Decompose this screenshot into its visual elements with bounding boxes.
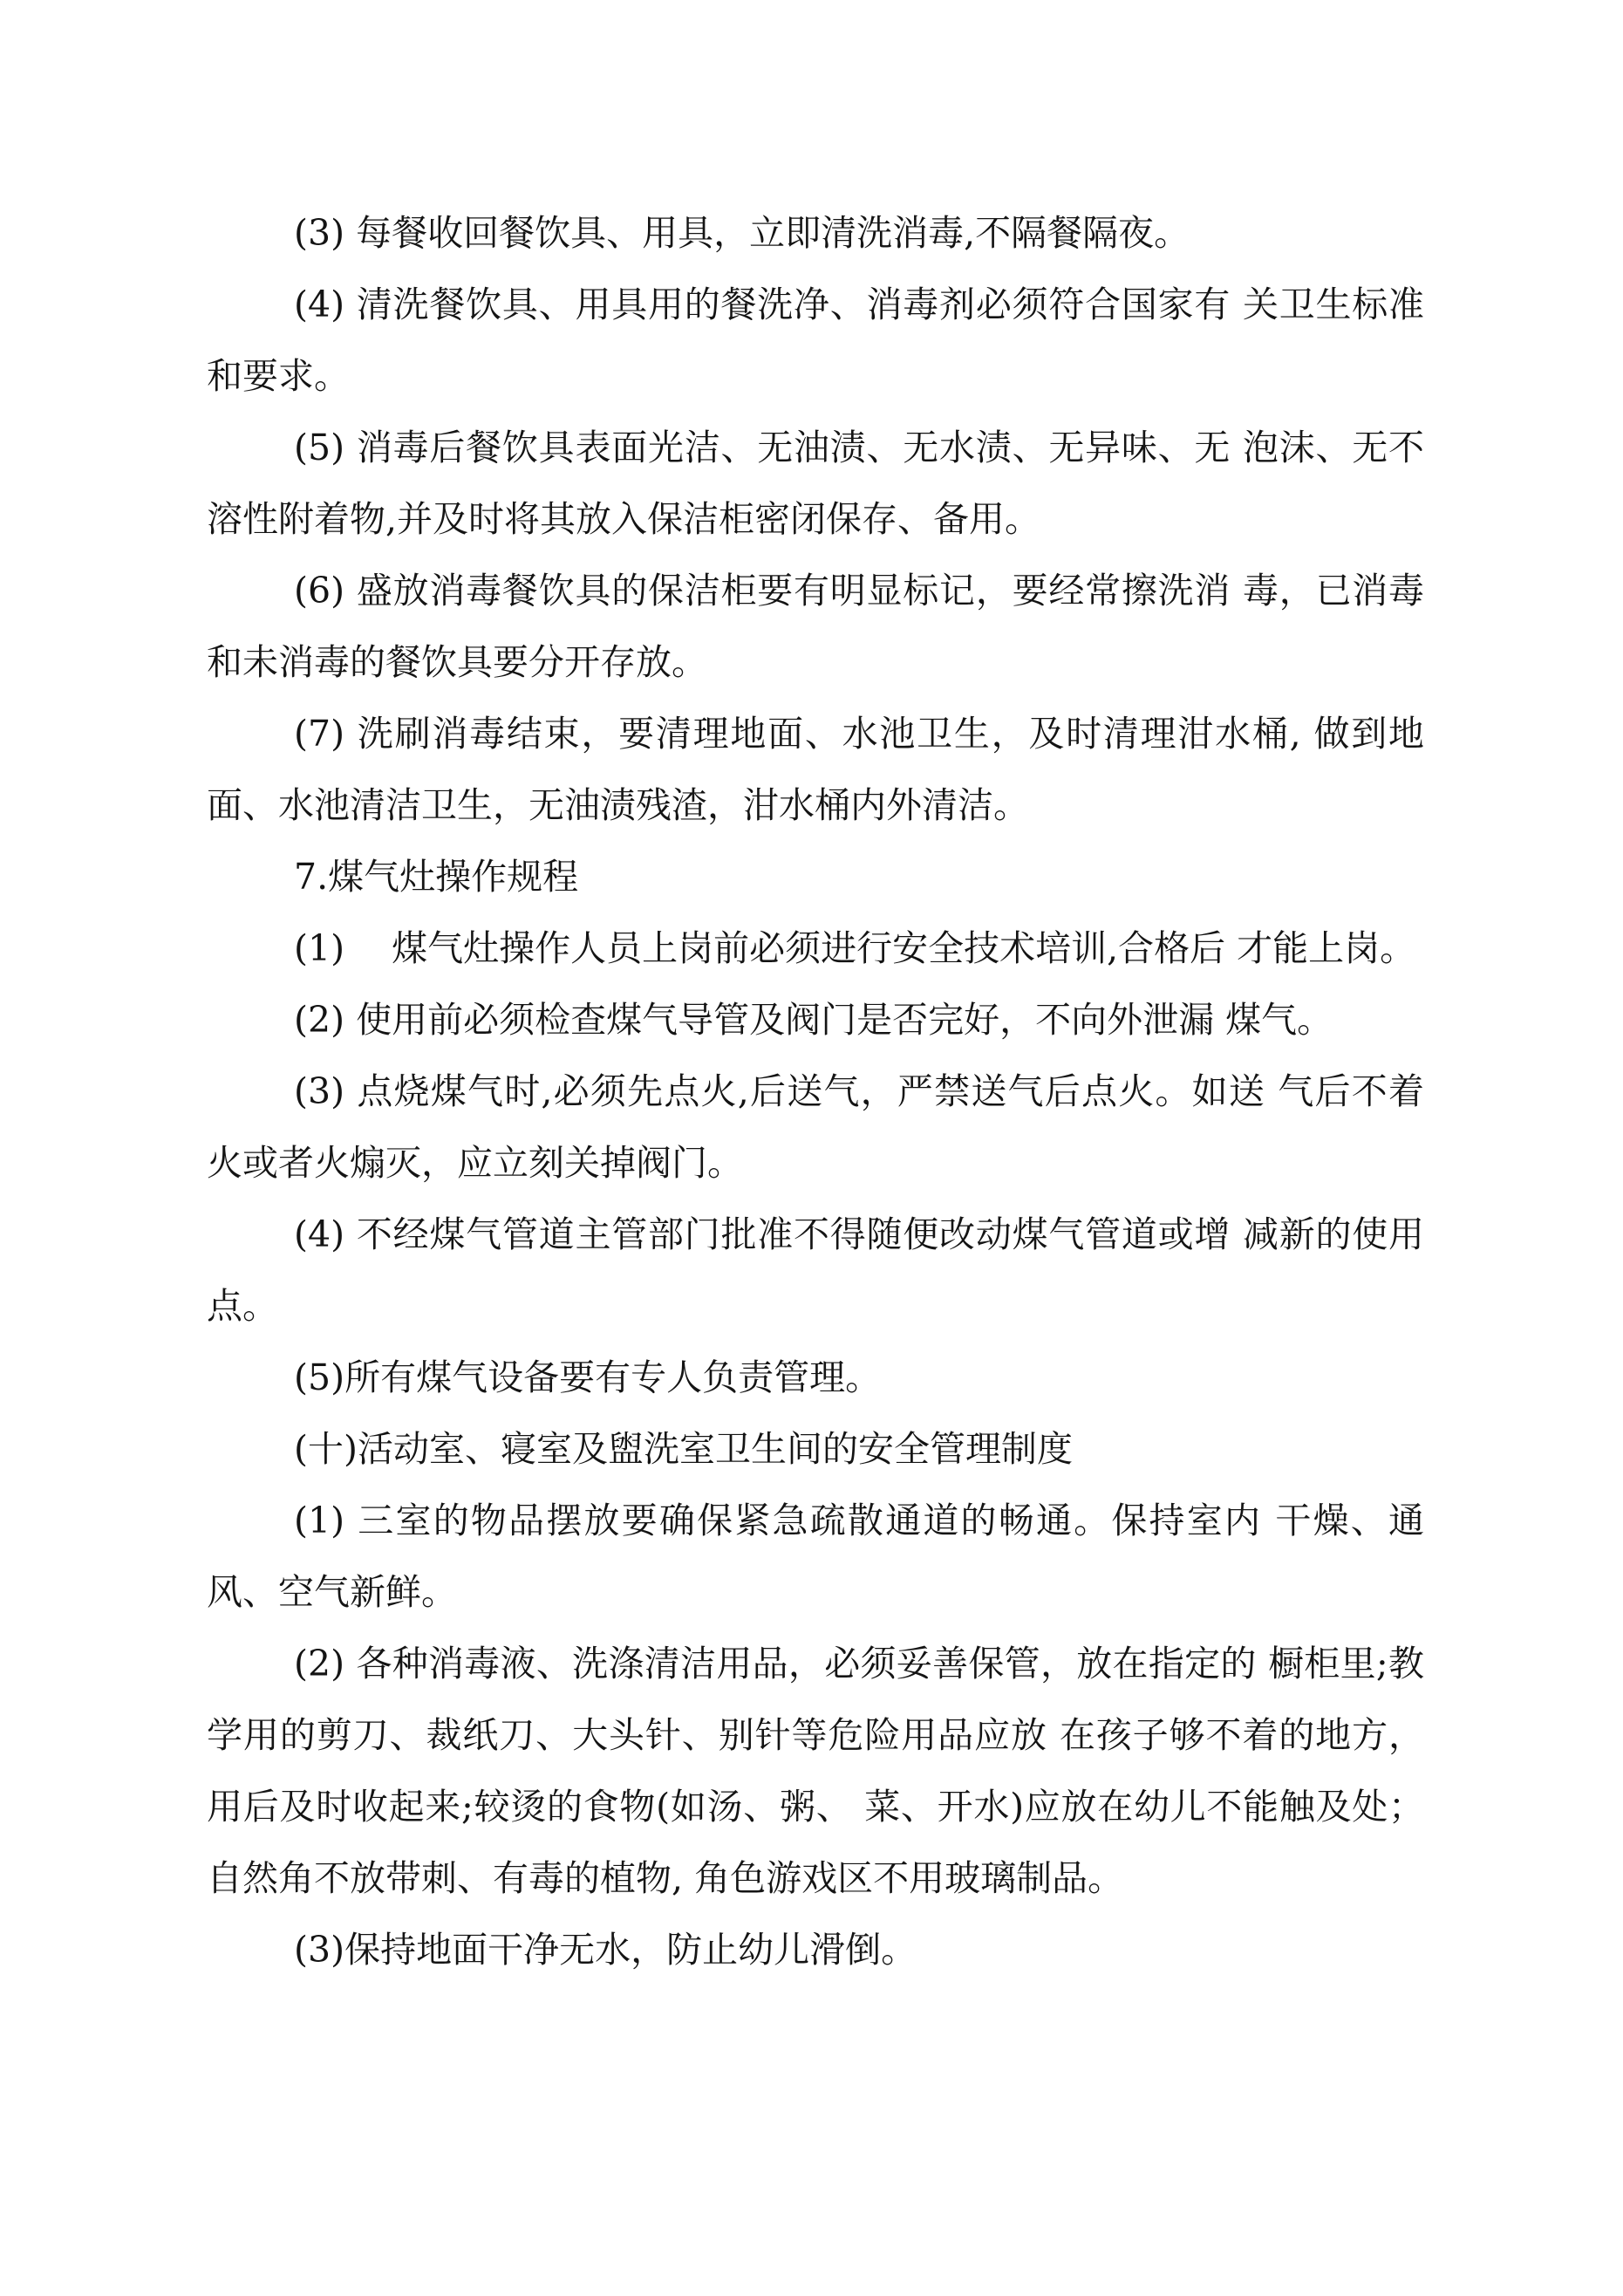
paragraph-gas-training: (1) 煤气灶操作人员上岗前必须进行安全技术培训,合格后 才能上岗。 [294,927,1416,969]
paragraph-gas-management: (5)所有煤气设备要有专人负责管理。 [294,1356,882,1398]
paragraph-tableware-recycle: (3) 每餐收回餐饮具、用具，立即清洗消毒,不隔餐隔夜。 [294,212,1190,254]
paragraph-hazardous-items: (2) 各种消毒液、洗涤清洁用品，必须妥善保管，放在指定的 橱柜里;教学用的剪刀、裁纸刀、大头针、别针等危险用品应放 在孩子够不着的地方，用后及时收起来;较烫的食物(如汤、粥、 菜、开水)应放在幼儿不能触及处；自然角不放带刺、有毒的植物, 角色游戏区不用玻璃制品。 [207,1643,1424,1899]
section-heading-gas-stove: 7.煤气灶操作规程 [294,856,579,898]
paragraph-cleaning-cabinet: (6) 盛放消毒餐饮具的保洁柜要有明显标记，要经常擦洗消 毒，已消毒和未消毒的餐饮具要分开存放。 [207,570,1424,683]
paragraph-floor-dry: (3)保持地面干净无水，防止幼儿滑倒。 [294,1929,917,1971]
paragraph-gas-check: (2) 使用前必须检查煤气导管及阀门是否完好，不向外泄漏 煤气。 [294,999,1333,1041]
paragraph-cleanup-after-wash: (7) 洗刷消毒结束，要清理地面、水池卫生，及时清理泔水桶, 做到地面、水池清洁卫生，无油渍残渣，泔水桶内外清洁。 [207,713,1424,826]
paragraph-gas-ignition: (3) 点烧煤气时,必须先点火,后送气，严禁送气后点火。如送 气后不着火或者火煽灭，应立刻关掉阀门。 [207,1070,1424,1184]
paragraph-detergent-standard: (4) 清洗餐饮具、用具用的餐洗净、消毒剂必须符合国家有 关卫生标准和要求。 [207,284,1424,397]
paragraph-disinfected-tableware: (5) 消毒后餐饮具表面光洁、无油渍、无水渍、无异味、无 泡沫、无不溶性附着物,并及时将其放入保洁柜密闭保存、备用。 [207,427,1424,540]
section-heading-room-safety: (十)活动室、寝室及盥洗室卫生间的安全管理制度 [294,1428,1073,1470]
document-page [207,197,1424,1985]
paragraph-gas-modification: (4) 不经煤气管道主管部门批准不得随便改动煤气管道或增 减新的使用点。 [207,1213,1424,1327]
paragraph-room-evacuation: (1) 三室的物品摆放要确保紧急疏散通道的畅通。保持室内 干燥、通风、空气新鲜。 [207,1500,1424,1613]
